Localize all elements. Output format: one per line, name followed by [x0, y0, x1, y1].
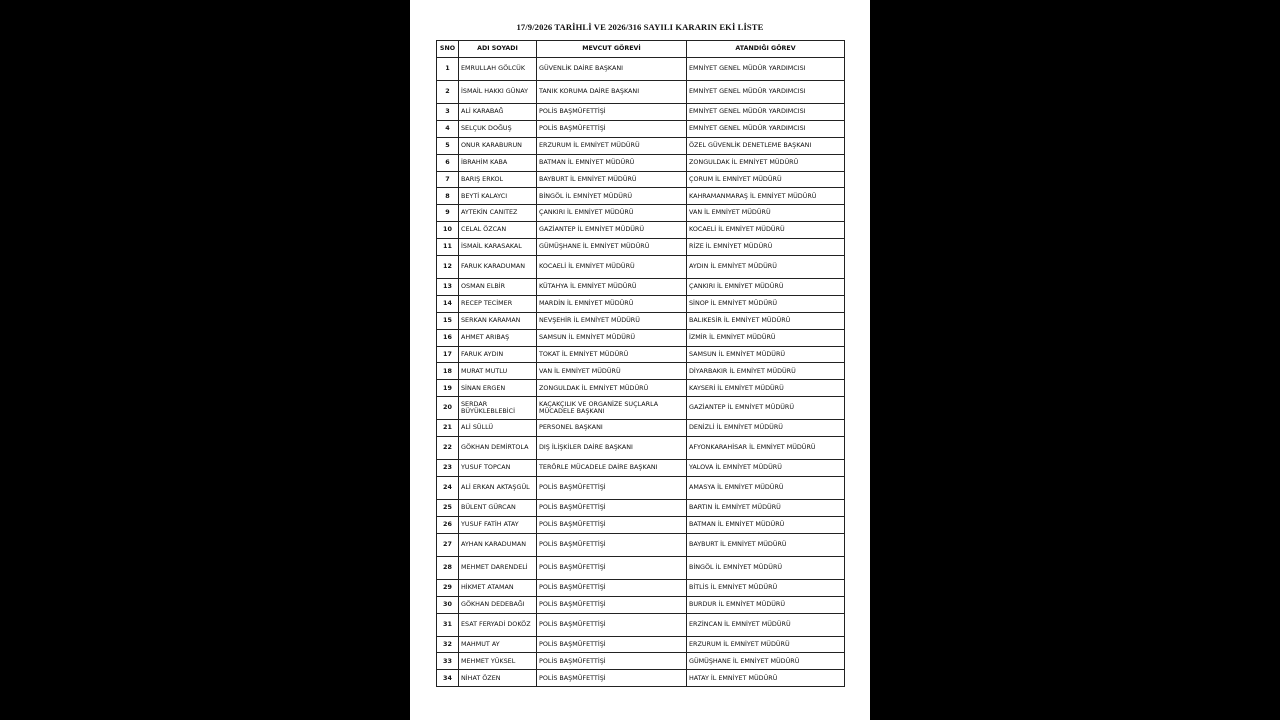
row-appointed-position: EMNİYET GENEL MÜDÜR YARDIMCISI	[687, 81, 845, 104]
row-current-position: POLİS BAŞMÜFETTİŞİ	[537, 670, 687, 687]
appointment-table	[436, 40, 845, 687]
row-sno: 30	[437, 596, 459, 613]
table-row	[437, 312, 845, 329]
row-appointed-position: DİYARBAKIR İL EMNİYET MÜDÜRÜ	[687, 363, 845, 380]
row-sno: 31	[437, 613, 459, 636]
row-appointed-position: SAMSUN İL EMNİYET MÜDÜRÜ	[687, 346, 845, 363]
row-name: MEHMET YÜKSEL	[459, 653, 537, 670]
row-current-position: BİNGÖL İL EMNİYET MÜDÜRÜ	[537, 188, 687, 205]
row-sno: 7	[437, 171, 459, 188]
row-appointed-position: ÇORUM İL EMNİYET MÜDÜRÜ	[687, 171, 845, 188]
row-current-position: POLİS BAŞMÜFETTİŞİ	[537, 120, 687, 137]
row-name: BARIŞ ERKOL	[459, 171, 537, 188]
row-sno: 20	[437, 397, 459, 420]
row-sno: 32	[437, 636, 459, 653]
row-current-position: POLİS BAŞMÜFETTİŞİ	[537, 516, 687, 533]
row-name: SELÇUK DOĞUŞ	[459, 120, 537, 137]
row-appointed-position: BİTLİS İL EMNİYET MÜDÜRÜ	[687, 579, 845, 596]
row-appointed-position: ÇANKIRI İL EMNİYET MÜDÜRÜ	[687, 279, 845, 296]
table-row	[437, 636, 845, 653]
row-sno: 18	[437, 363, 459, 380]
row-name: NİHAT ÖZEN	[459, 670, 537, 687]
row-sno: 4	[437, 120, 459, 137]
table-row	[437, 477, 845, 500]
row-current-position: POLİS BAŞMÜFETTİŞİ	[537, 636, 687, 653]
table-row	[437, 346, 845, 363]
row-appointed-position: AYDIN İL EMNİYET MÜDÜRÜ	[687, 256, 845, 279]
table-row	[437, 556, 845, 579]
row-appointed-position: DENİZLİ İL EMNİYET MÜDÜRÜ	[687, 420, 845, 437]
table-body	[437, 58, 845, 687]
row-sno: 16	[437, 329, 459, 346]
row-name: YUSUF FATİH ATAY	[459, 516, 537, 533]
row-appointed-position: VAN İL EMNİYET MÜDÜRÜ	[687, 205, 845, 222]
row-appointed-position: AMASYA İL EMNİYET MÜDÜRÜ	[687, 477, 845, 500]
row-sno: 22	[437, 437, 459, 460]
table-row	[437, 380, 845, 397]
document-page	[410, 0, 870, 720]
row-appointed-position: BARTIN İL EMNİYET MÜDÜRÜ	[687, 500, 845, 517]
table-row	[437, 533, 845, 556]
row-current-position: TERÖRLE MÜCADELE DAİRE BAŞKANI	[537, 460, 687, 477]
row-appointed-position: BAYBURT İL EMNİYET MÜDÜRÜ	[687, 533, 845, 556]
table-row	[437, 295, 845, 312]
table-row	[437, 222, 845, 239]
row-name: BÜLENT GÜRCAN	[459, 500, 537, 517]
row-appointed-position: EMNİYET GENEL MÜDÜR YARDIMCISI	[687, 120, 845, 137]
table-row	[437, 397, 845, 420]
row-name: GÖKHAN DEDEBAĞI	[459, 596, 537, 613]
row-name: AHMET ARIBAŞ	[459, 329, 537, 346]
table-row	[437, 137, 845, 154]
row-current-position: POLİS BAŞMÜFETTİŞİ	[537, 477, 687, 500]
row-current-position: TOKAT İL EMNİYET MÜDÜRÜ	[537, 346, 687, 363]
table-header-row	[437, 41, 845, 58]
row-appointed-position: GÜMÜŞHANE İL EMNİYET MÜDÜRÜ	[687, 653, 845, 670]
row-sno: 34	[437, 670, 459, 687]
table-row	[437, 653, 845, 670]
table-row	[437, 58, 845, 81]
row-sno: 15	[437, 312, 459, 329]
row-sno: 13	[437, 279, 459, 296]
table-row	[437, 120, 845, 137]
row-sno: 17	[437, 346, 459, 363]
row-sno: 27	[437, 533, 459, 556]
row-name: İSMAİL HAKKI GÜNAY	[459, 81, 537, 104]
row-sno: 12	[437, 256, 459, 279]
table-row	[437, 81, 845, 104]
row-current-position: POLİS BAŞMÜFETTİŞİ	[537, 653, 687, 670]
row-sno: 29	[437, 579, 459, 596]
row-name: AYHAN KARADUMAN	[459, 533, 537, 556]
row-current-position: TANIK KORUMA DAİRE BAŞKANI	[537, 81, 687, 104]
row-appointed-position: YALOVA İL EMNİYET MÜDÜRÜ	[687, 460, 845, 477]
row-current-position: MARDİN İL EMNİYET MÜDÜRÜ	[537, 295, 687, 312]
row-sno: 26	[437, 516, 459, 533]
row-name: MAHMUT AY	[459, 636, 537, 653]
row-name: BEYTİ KALAYCI	[459, 188, 537, 205]
row-current-position: DIŞ İLİŞKİLER DAİRE BAŞKANI	[537, 437, 687, 460]
row-name: FARUK AYDIN	[459, 346, 537, 363]
row-current-position: NEVŞEHİR İL EMNİYET MÜDÜRÜ	[537, 312, 687, 329]
row-current-position: POLİS BAŞMÜFETTİŞİ	[537, 500, 687, 517]
table-row	[437, 188, 845, 205]
row-sno: 23	[437, 460, 459, 477]
row-appointed-position: AFYONKARAHİSAR İL EMNİYET MÜDÜRÜ	[687, 437, 845, 460]
row-appointed-position: ÖZEL GÜVENLİK DENETLEME BAŞKANI	[687, 137, 845, 154]
row-name: ALİ KARABAĞ	[459, 104, 537, 121]
row-current-position: POLİS BAŞMÜFETTİŞİ	[537, 556, 687, 579]
row-sno: 10	[437, 222, 459, 239]
row-appointed-position: GAZİANTEP İL EMNİYET MÜDÜRÜ	[687, 397, 845, 420]
row-appointed-position: ERZURUM İL EMNİYET MÜDÜRÜ	[687, 636, 845, 653]
table-row	[437, 154, 845, 171]
row-appointed-position: BİNGÖL İL EMNİYET MÜDÜRÜ	[687, 556, 845, 579]
table-row	[437, 205, 845, 222]
row-name: FARUK KARADUMAN	[459, 256, 537, 279]
row-name: OSMAN ELBİR	[459, 279, 537, 296]
row-name: ALİ ERKAN AKTAŞGÜL	[459, 477, 537, 500]
row-name: ALİ SÜLLÜ	[459, 420, 537, 437]
row-current-position: BAYBURT İL EMNİYET MÜDÜRÜ	[537, 171, 687, 188]
row-current-position: POLİS BAŞMÜFETTİŞİ	[537, 613, 687, 636]
row-sno: 5	[437, 137, 459, 154]
table-row	[437, 279, 845, 296]
row-sno: 2	[437, 81, 459, 104]
row-appointed-position: ERZİNCAN İL EMNİYET MÜDÜRÜ	[687, 613, 845, 636]
table-row	[437, 363, 845, 380]
row-sno: 19	[437, 380, 459, 397]
row-sno: 9	[437, 205, 459, 222]
row-sno: 28	[437, 556, 459, 579]
table-row	[437, 500, 845, 517]
header-appointed-position: ATANDIĞI GÖREV	[687, 41, 845, 58]
row-current-position: KAÇAKÇILIK VE ORGANİZE SUÇLARLA MÜCADELE BAŞKANI	[537, 397, 687, 420]
row-sno: 6	[437, 154, 459, 171]
row-name: EMRULLAH GÖLCÜK	[459, 58, 537, 81]
table-row	[437, 516, 845, 533]
header-name: ADI SOYADI	[459, 41, 537, 58]
header-sno: SNO	[437, 41, 459, 58]
table-row	[437, 460, 845, 477]
row-sno: 3	[437, 104, 459, 121]
row-name: İBRAHİM KABA	[459, 154, 537, 171]
row-name: ESAT FERYADİ DOKÖZ	[459, 613, 537, 636]
row-appointed-position: İZMİR İL EMNİYET MÜDÜRÜ	[687, 329, 845, 346]
row-appointed-position: HATAY İL EMNİYET MÜDÜRÜ	[687, 670, 845, 687]
table-row	[437, 437, 845, 460]
row-sno: 14	[437, 295, 459, 312]
row-name: AYTEKİN CANITEZ	[459, 205, 537, 222]
row-appointed-position: KOCAELİ İL EMNİYET MÜDÜRÜ	[687, 222, 845, 239]
row-appointed-position: BATMAN İL EMNİYET MÜDÜRÜ	[687, 516, 845, 533]
row-name: İSMAİL KARASAKAL	[459, 239, 537, 256]
row-current-position: KÜTAHYA İL EMNİYET MÜDÜRÜ	[537, 279, 687, 296]
row-name: SERKAN KARAMAN	[459, 312, 537, 329]
row-name: MURAT MUTLU	[459, 363, 537, 380]
table-row	[437, 670, 845, 687]
row-current-position: POLİS BAŞMÜFETTİŞİ	[537, 533, 687, 556]
row-appointed-position: ZONGULDAK İL EMNİYET MÜDÜRÜ	[687, 154, 845, 171]
row-current-position: BATMAN İL EMNİYET MÜDÜRÜ	[537, 154, 687, 171]
row-sno: 21	[437, 420, 459, 437]
table-row	[437, 329, 845, 346]
row-current-position: ÇANKIRI İL EMNİYET MÜDÜRÜ	[537, 205, 687, 222]
row-sno: 1	[437, 58, 459, 81]
table-row	[437, 420, 845, 437]
row-name: GÖKHAN DEMİRTOLA	[459, 437, 537, 460]
row-current-position: PERSONEL BAŞKANI	[537, 420, 687, 437]
row-current-position: ERZURUM İL EMNİYET MÜDÜRÜ	[537, 137, 687, 154]
row-appointed-position: KAYSERİ İL EMNİYET MÜDÜRÜ	[687, 380, 845, 397]
row-name: YUSUF TOPCAN	[459, 460, 537, 477]
row-current-position: ZONGULDAK İL EMNİYET MÜDÜRÜ	[537, 380, 687, 397]
row-appointed-position: BURDUR İL EMNİYET MÜDÜRÜ	[687, 596, 845, 613]
row-current-position: GAZİANTEP İL EMNİYET MÜDÜRÜ	[537, 222, 687, 239]
row-sno: 33	[437, 653, 459, 670]
row-appointed-position: EMNİYET GENEL MÜDÜR YARDIMCISI	[687, 104, 845, 121]
row-current-position: POLİS BAŞMÜFETTİŞİ	[537, 104, 687, 121]
table-row	[437, 579, 845, 596]
row-current-position: GÜVENLİK DAİRE BAŞKANI	[537, 58, 687, 81]
row-sno: 25	[437, 500, 459, 517]
row-name: ONUR KARABURUN	[459, 137, 537, 154]
row-appointed-position: KAHRAMANMARAŞ İL EMNİYET MÜDÜRÜ	[687, 188, 845, 205]
row-name: RECEP TECİMER	[459, 295, 537, 312]
row-appointed-position: BALIKESİR İL EMNİYET MÜDÜRÜ	[687, 312, 845, 329]
row-name: MEHMET DARENDELİ	[459, 556, 537, 579]
row-name: SERDAR BÜYÜKLEBLEBİCİ	[459, 397, 537, 420]
row-current-position: VAN İL EMNİYET MÜDÜRÜ	[537, 363, 687, 380]
table-row	[437, 613, 845, 636]
row-current-position: POLİS BAŞMÜFETTİŞİ	[537, 579, 687, 596]
row-current-position: GÜMÜŞHANE İL EMNİYET MÜDÜRÜ	[537, 239, 687, 256]
row-sno: 11	[437, 239, 459, 256]
table-row	[437, 596, 845, 613]
row-name: CELAL ÖZCAN	[459, 222, 537, 239]
row-appointed-position: SİNOP İL EMNİYET MÜDÜRÜ	[687, 295, 845, 312]
row-current-position: POLİS BAŞMÜFETTİŞİ	[537, 596, 687, 613]
header-current-position: MEVCUT GÖREVİ	[537, 41, 687, 58]
row-current-position: SAMSUN İL EMNİYET MÜDÜRÜ	[537, 329, 687, 346]
table-row	[437, 104, 845, 121]
table-row	[437, 256, 845, 279]
row-name: HİKMET ATAMAN	[459, 579, 537, 596]
table-row	[437, 239, 845, 256]
row-name: SİNAN ERGEN	[459, 380, 537, 397]
row-appointed-position: EMNİYET GENEL MÜDÜR YARDIMCISI	[687, 58, 845, 81]
row-current-position: KOCAELİ İL EMNİYET MÜDÜRÜ	[537, 256, 687, 279]
table-row	[437, 171, 845, 188]
row-sno: 24	[437, 477, 459, 500]
row-sno: 8	[437, 188, 459, 205]
document-title: 17/9/2026 TARİHLİ VE 2026/316 SAYILI KARARIN EKİ LİSTE	[516, 22, 764, 32]
row-appointed-position: RİZE İL EMNİYET MÜDÜRÜ	[687, 239, 845, 256]
